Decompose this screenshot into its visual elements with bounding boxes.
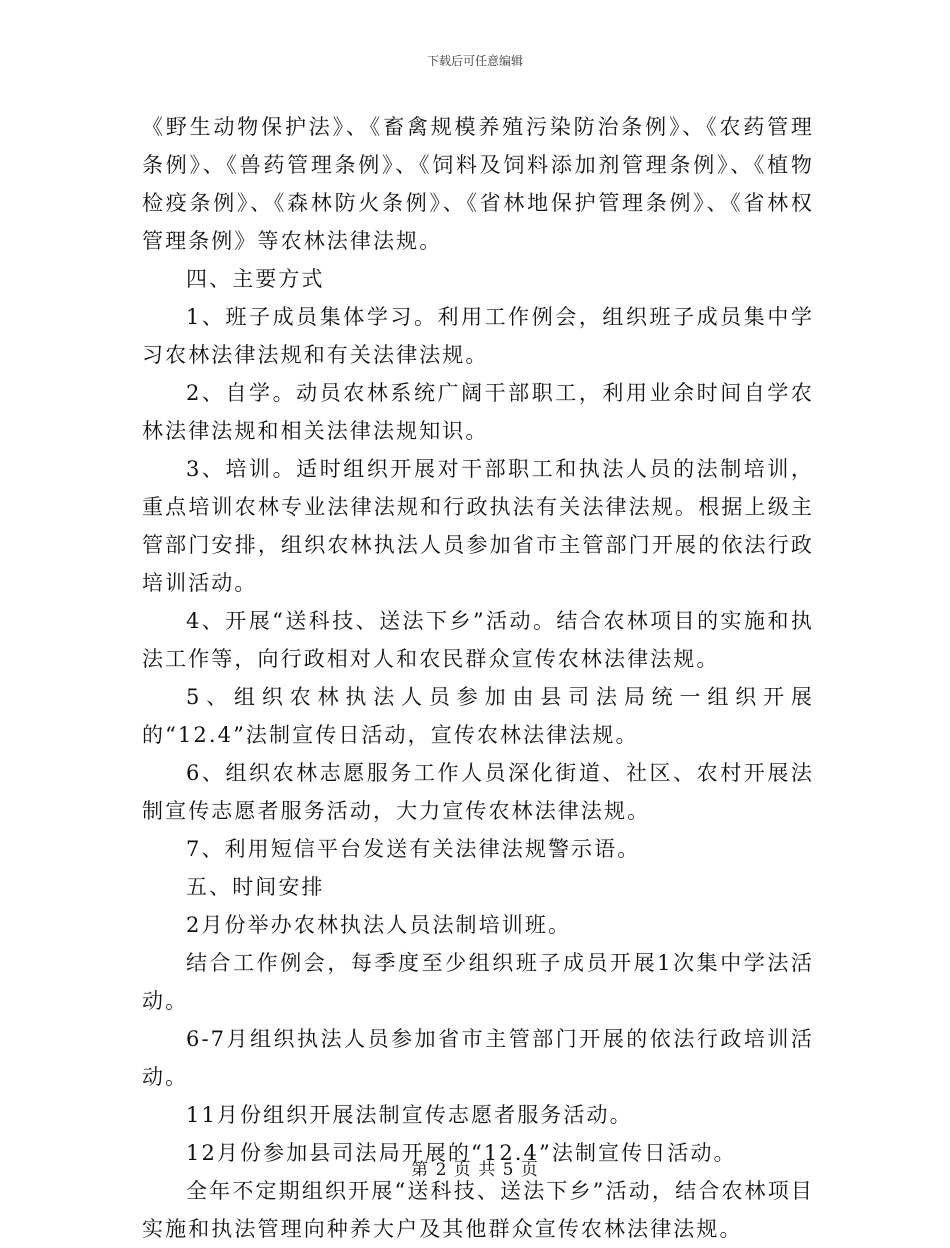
- paragraph-method-1: 1、班子成员集体学习。利用工作例会，组织班子成员集中学习农林法律法规和有关法律法规。: [142, 305, 814, 367]
- section-heading-main-methods: 四、主要方式: [186, 267, 325, 291]
- page-header: 下载后可任意编辑: [426, 54, 523, 68]
- paragraph-schedule-june-july: 6-7月组织执法人员参加省市主管部门开展的依法行政培训活动。: [142, 1027, 814, 1089]
- paragraph-method-4: 4、开展“送科技、送法下乡”活动。结合农林项目的实施和执法工作等，向行政相对人和农民群众宣传农林法律法规。: [142, 609, 814, 671]
- section-heading-schedule: 五、时间安排: [186, 875, 325, 899]
- paragraph-schedule-quarterly: 结合工作例会，每季度至少组织班子成员开展1次集中学法活动。: [142, 951, 814, 1013]
- paragraph-method-6: 6、组织农林志愿服务工作人员深化街道、社区、农村开展法制宣传志愿者服务活动，大力宣传农林法律法规。: [142, 761, 814, 823]
- paragraph-schedule-february: 2月份举办农林执法人员法制培训班。: [186, 913, 572, 937]
- paragraph-method-5: 5、组织农林执法人员参加由县司法局统一组织开展的“12.4”法制宣传日活动，宣传农林法律法规。: [142, 685, 814, 747]
- paragraph-method-2: 2、自学。动员农林系统广阔干部职工，利用业余时间自学农林法律法规和相关法律法规知识。: [142, 381, 814, 443]
- paragraph-method-3: 3、培训。适时组织开展对干部职工和执法人员的法制培训，重点培训农林专业法律法规和行政执法有关法律法规。根据上级主管部门安排，组织农林执法人员参加省市主管部门开展的依法行政培训活动。: [142, 457, 814, 595]
- paragraph-law-list: 《野生动物保护法》、《畜禽规模养殖污染防治条例》、《农药管理条例》、《兽药管理条例》、《饲料及饲料添加剂管理条例》、《植物检疫条例》、《森林防火条例》、《省林地保护管理条例》、《省林权管理条例》等农林法律法规。: [142, 115, 814, 253]
- paragraph-schedule-december: 12月份参加县司法局开展的“12.4”法制宣传日活动。: [186, 1141, 737, 1165]
- paragraph-method-7: 7、利用短信平台发送有关法律法规警示语。: [186, 837, 641, 861]
- page-number-label: 第 2 页 共 5 页: [411, 1160, 539, 1180]
- page-footer: [0, 1159, 950, 1181]
- paragraph-schedule-year-round: 全年不定期组织开展“送科技、送法下乡”活动，结合农林项目实施和执法管理向种养大户及其他群众宣传农林法律法规。: [142, 1179, 814, 1241]
- document-body: [142, 108, 814, 1248]
- paragraph-schedule-november: 11月份组织开展法制宣传志愿者服务活动。: [186, 1103, 633, 1127]
